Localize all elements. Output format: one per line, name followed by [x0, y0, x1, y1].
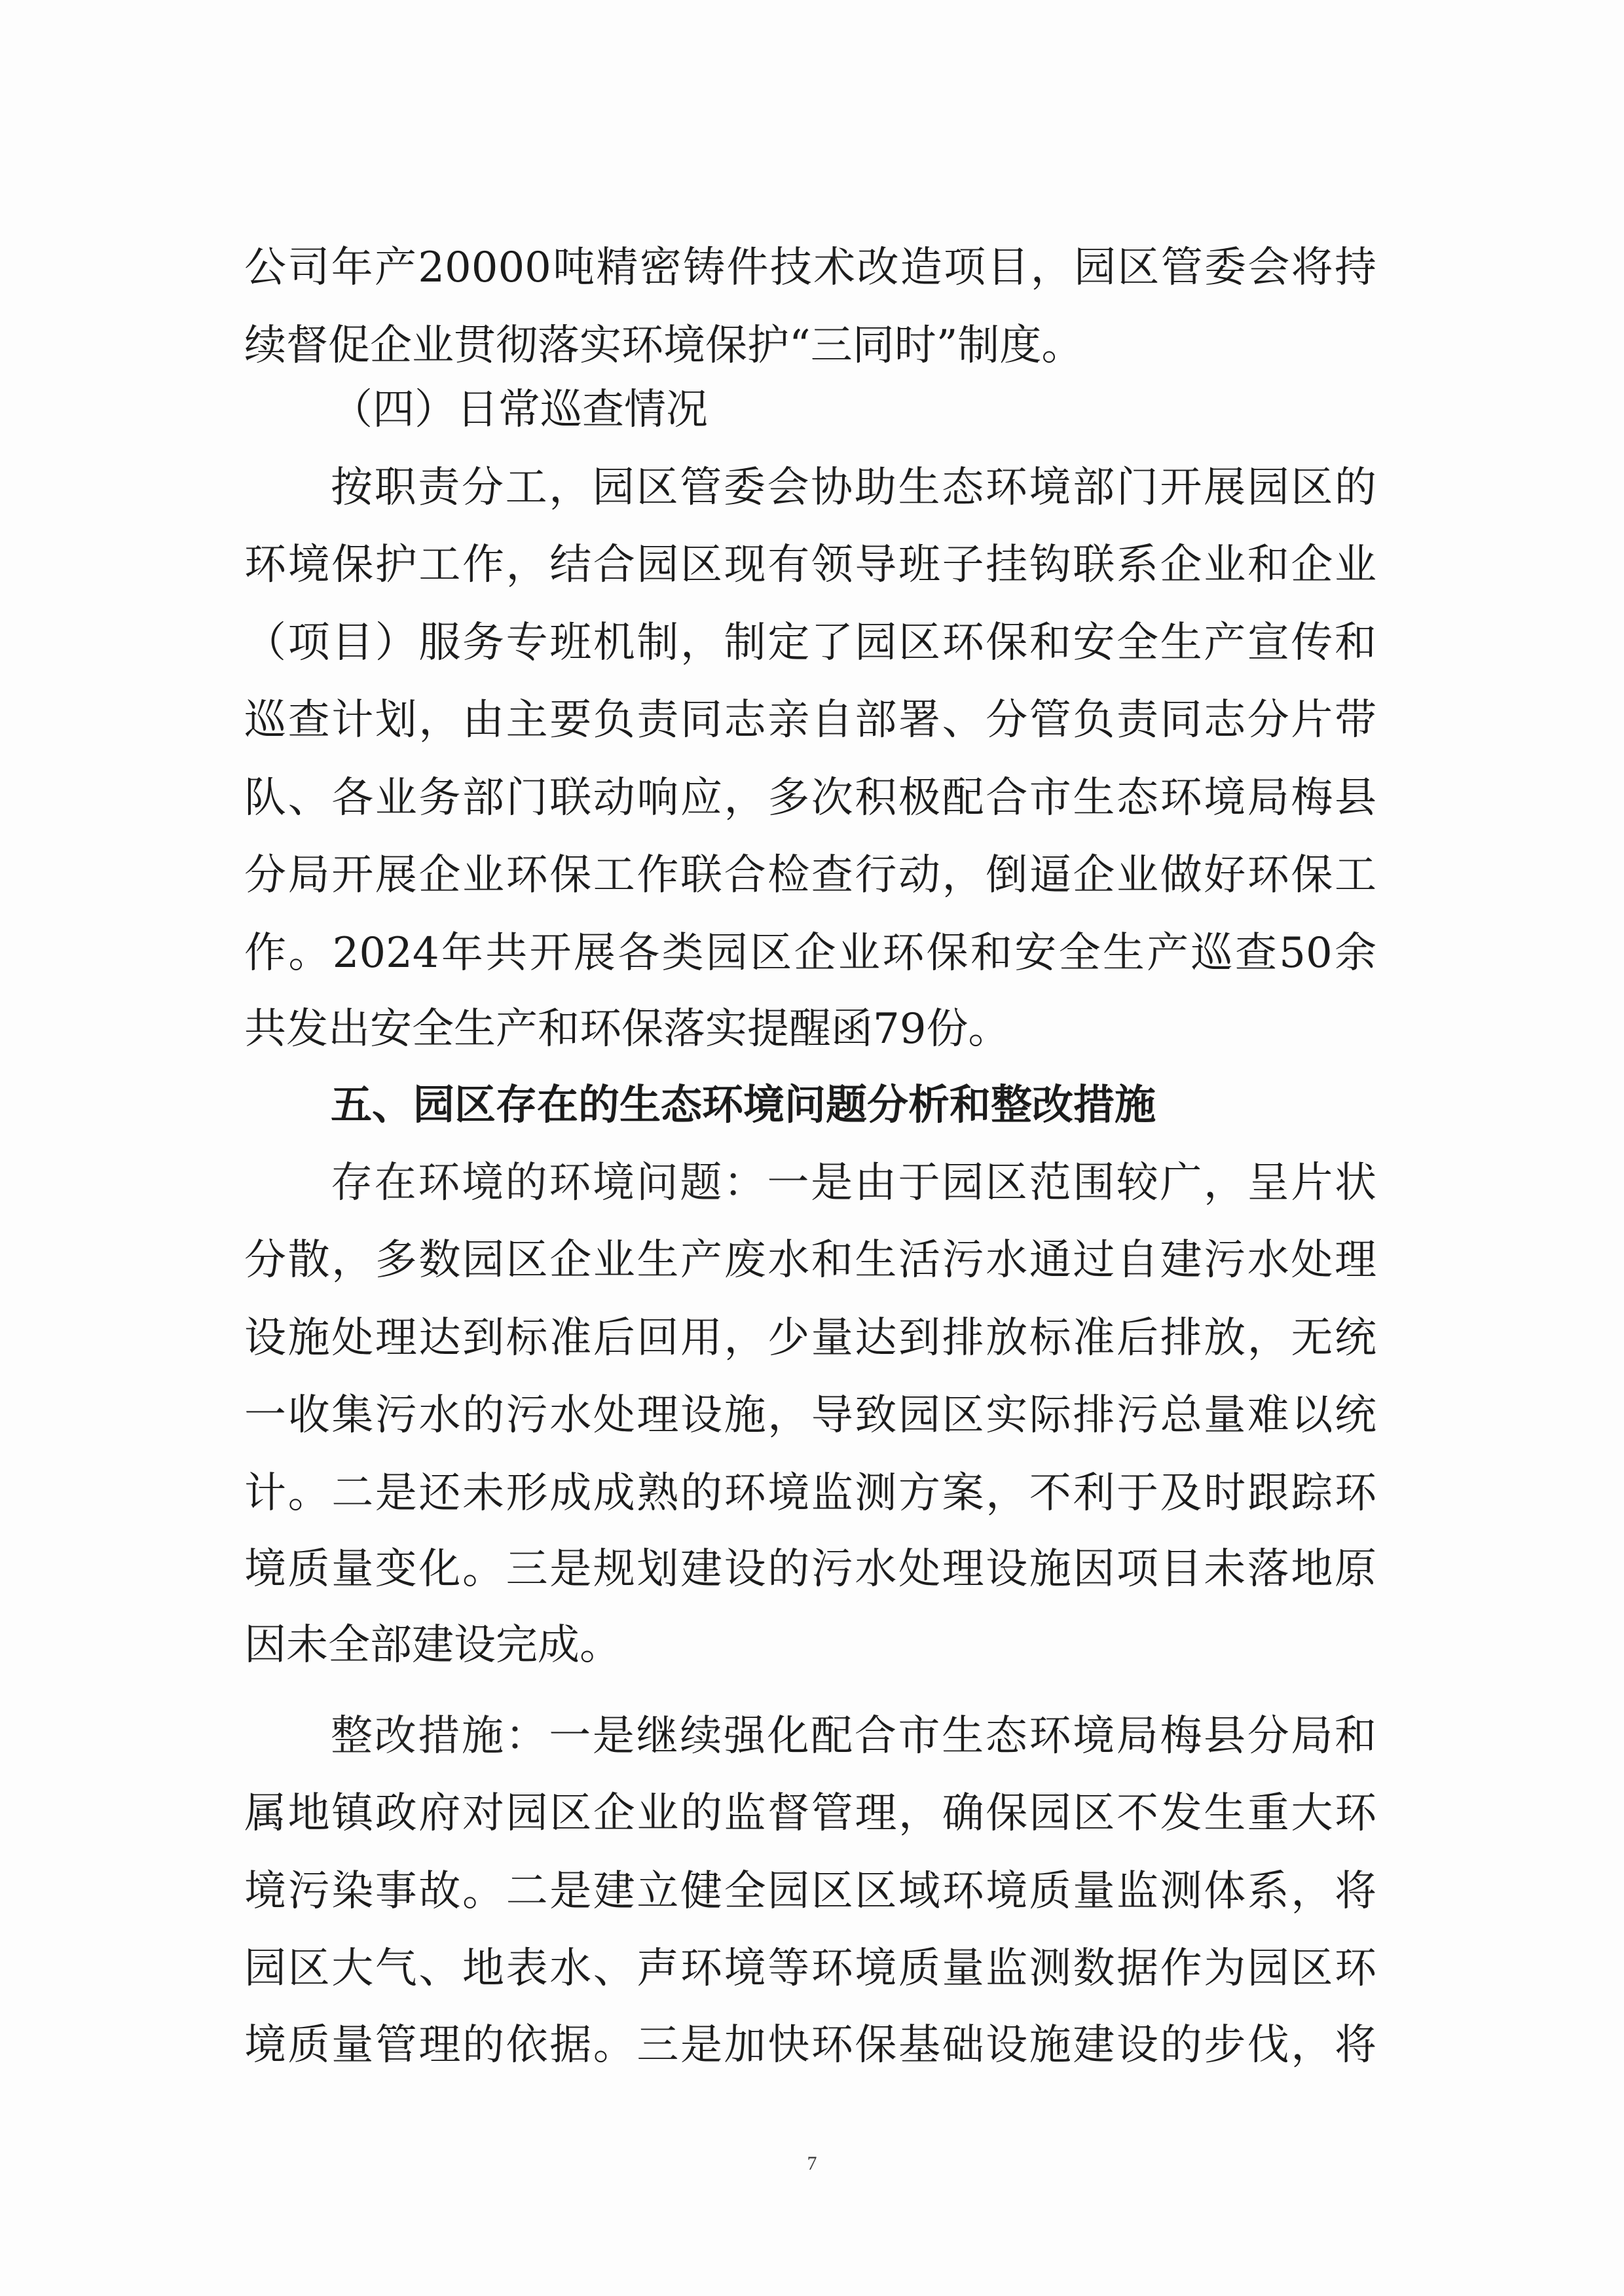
paragraph-line: 境质量变化。三是规划建设的污水处理设施因项目未落地原 — [244, 1545, 1376, 1594]
paragraph-text: 一是由于园区范围较广，呈片状 — [767, 1159, 1376, 1207]
run-in-heading: 整改措施： — [331, 1712, 549, 1760]
paragraph-line — [331, 1698, 1376, 1775]
paragraph-line: 园区大气、地表水、声环境等环境质量监测数据作为园区环 — [244, 1944, 1376, 1993]
paragraph-text: 一是继续强化配合市生态环境局梅县分局和 — [549, 1712, 1376, 1760]
paragraph-line: 共发出安全生产和环保落实提醒函79份。 — [244, 1005, 1010, 1053]
paragraph-line — [331, 1144, 1376, 1222]
paragraph-line: 作。2024年共开展各类园区企业环保和安全生产巡查50余 — [244, 929, 1376, 977]
page-number: 7 — [807, 2153, 817, 2174]
paragraph-line: 因未全部建设完成。 — [244, 1621, 621, 1669]
paragraph-line: 续督促企业贯彻落实环境保护“三同时”制度。 — [244, 321, 1084, 370]
paragraph-line: 队、各业务部门联动响应，多次积极配合市生态环境局梅县 — [244, 774, 1376, 822]
paragraph-line: 按职责分工，园区管委会协助生态环境部门开展园区的 — [331, 464, 1376, 512]
run-in-heading: 存在环境的环境问题： — [331, 1159, 767, 1207]
paragraph-line: 属地镇政府对园区企业的监督管理，确保园区不发生重大环 — [244, 1789, 1376, 1838]
paragraph-line: 一收集污水的污水处理设施，导致园区实际排污总量难以统 — [244, 1391, 1376, 1440]
paragraph-line: （项目）服务专班机制，制定了园区环保和安全生产宣传和 — [244, 619, 1376, 667]
subheading-text: （四）日常巡查情况 — [331, 386, 708, 434]
paragraph-line: 境污染事故。二是建立健全园区区域环境质量监测体系，将 — [244, 1867, 1376, 1916]
paragraph-line: 环境保护工作，结合园区现有领导班子挂钩联系企业和企业 — [244, 541, 1376, 589]
paragraph-line: 公司年产20000吨精密铸件技术改造项目，园区管委会将持 — [244, 244, 1376, 292]
paragraph-line: 分散，多数园区企业生产废水和生活污水通过自建污水处理 — [244, 1236, 1376, 1285]
paragraph-line: 计。二是还未形成成熟的环境监测方案，不利于及时跟踪环 — [244, 1469, 1376, 1518]
paragraph-line: 设施处理达到标准后回用，少量达到排放标准后排放，无统 — [244, 1314, 1376, 1362]
paragraph-line: 境质量管理的依据。三是加快环保基础设施建设的步伐，将 — [244, 2021, 1376, 2069]
paragraph-line: 巡查计划，由主要负责同志亲自部署、分管负责同志分片带 — [244, 696, 1376, 744]
heading-text: 五、园区存在的生态环境问题分析和整改措施 — [331, 1081, 1156, 1129]
paragraph-line: 分局开展企业环保工作联合检查行动，倒逼企业做好环保工 — [244, 851, 1376, 900]
